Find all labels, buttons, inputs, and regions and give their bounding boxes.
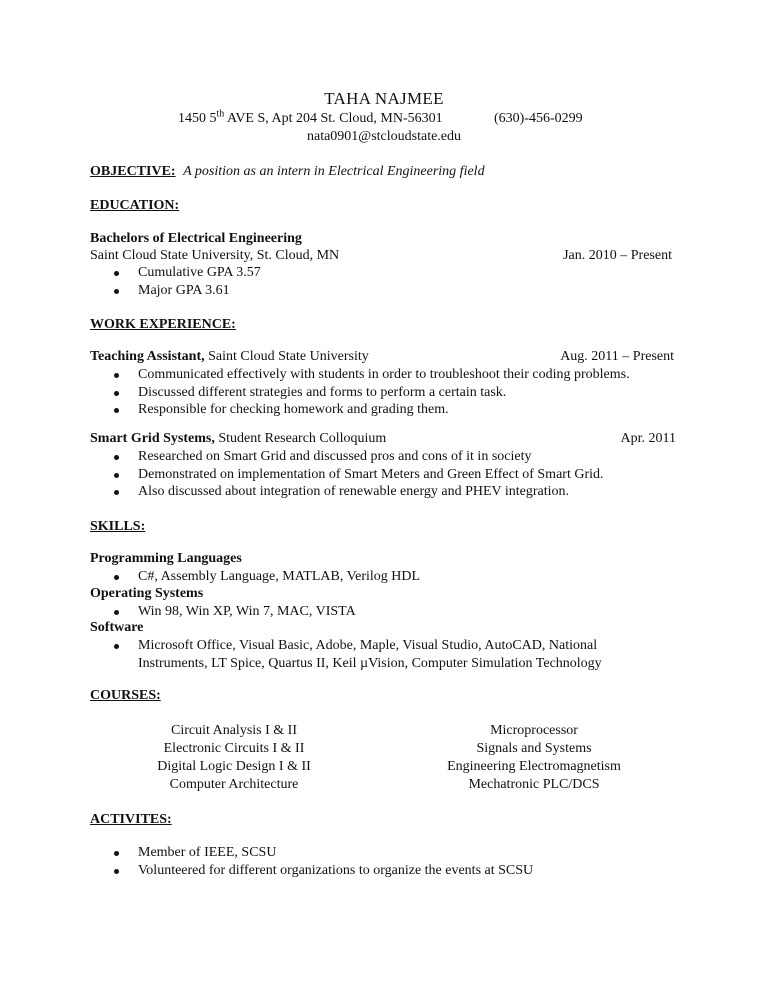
course-item: Signals and Systems [476,741,592,756]
course-item: Engineering Electromagnetism [447,759,621,774]
courses-heading: COURSES: [90,688,161,703]
list-item: Responsible for checking homework and grading them. [114,401,630,419]
list-item: Member of IEEE, SCSU [114,844,533,862]
school: Saint Cloud State University, St. Cloud, MN [90,248,340,263]
email: nata0901@stcloudstate.edu [306,129,462,144]
course-item: Microprocessor [490,723,578,738]
list-item: Major GPA 3.61 [114,282,261,300]
job-dates: Aug. 2011 – Present [560,349,674,364]
list-item: Microsoft Office, Visual Basic, Adobe, Maple, Visual Studio, AutoCAD, National Instruments, LT Spice, Quartus II, Keil µVision, Computer Simulation Technology [114,637,648,672]
courses-left-column [114,722,354,794]
list-item: Communicated effectively with students in order to troubleshoot their coding problems. [114,366,630,384]
course-item: Digital Logic Design I & II [157,759,311,774]
degree: Bachelors of Electrical Engineering [90,231,302,246]
objective-heading: OBJECTIVE: [90,164,176,179]
course-item: Mechatronic PLC/DCS [468,777,600,792]
job-title-line: Smart Grid Systems, Student Research Colloquium [90,431,387,446]
courses-right-column [414,722,654,794]
list-item: Demonstrated on implementation of Smart Meters and Green Effect of Smart Grid. [114,466,604,484]
skill-group-label: Programming Languages [90,551,242,566]
education-heading: EDUCATION: [90,198,180,213]
phone: (630)-456-0299 [494,111,583,126]
skill-group-label: Operating Systems [90,586,204,601]
list-item: Discussed different strategies and forms to perform a certain task. [114,384,630,402]
skill-group-items [114,603,356,621]
work-heading: WORK EXPERIENCE: [90,317,236,332]
job-bullets [114,448,604,501]
course-item: Computer Architecture [169,777,299,792]
objective-text: A position as an intern in Electrical Engineering field [183,164,485,179]
job-dates: Apr. 2011 [620,431,676,446]
skill-group-items [114,568,420,586]
list-item: Researched on Smart Grid and discussed pros and cons of it in society [114,448,604,466]
course-item: Electronic Circuits I & II [163,741,305,756]
objective [90,163,485,181]
skill-group-label: Software [90,620,144,635]
skill-group-items [114,637,648,672]
address: 1450 5th AVE S, Apt 204 St. Cloud, MN-56301 [178,108,443,126]
list-item: Win 98, Win XP, Win 7, MAC, VISTA [114,603,356,621]
education-bullets [114,264,261,299]
candidate-name: TAHA NAJMEE [324,89,444,108]
list-item: Also discussed about integration of renewable energy and PHEV integration. [114,483,604,501]
list-item: Volunteered for different organizations to organize the events at SCSU [114,862,533,880]
education-dates: Jan. 2010 – Present [563,248,672,263]
activities-bullets [114,844,533,879]
job-bullets [114,366,630,419]
list-item: C#, Assembly Language, MATLAB, Verilog HDL [114,568,420,586]
list-item: Cumulative GPA 3.57 [114,264,261,282]
job-title-line: Teaching Assistant, Saint Cloud State University [90,349,369,364]
activities-heading: ACTIVITES: [90,812,172,827]
course-item: Circuit Analysis I & II [171,723,297,738]
skills-heading: SKILLS: [90,519,146,534]
